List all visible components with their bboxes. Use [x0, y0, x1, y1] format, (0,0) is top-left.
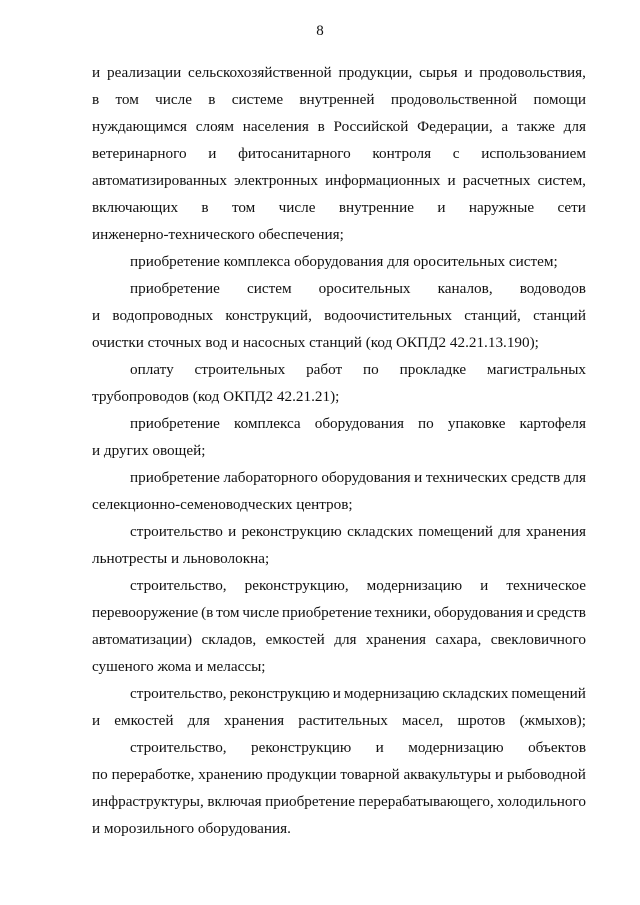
- word: и: [447, 172, 456, 189]
- word: станций,: [464, 307, 521, 324]
- word: средств: [511, 469, 561, 486]
- word: сырья: [419, 64, 458, 81]
- word: автоматизации): [92, 631, 193, 648]
- word: (жмыхов);: [519, 712, 586, 729]
- word: перевооружение: [92, 604, 199, 621]
- text-line: [92, 86, 586, 113]
- word: реконструкцию,: [244, 577, 349, 594]
- text-line: [92, 194, 586, 221]
- text-line: инженерно-технического обеспечения;: [92, 226, 344, 243]
- text-line: [92, 761, 586, 788]
- word: и: [480, 577, 489, 594]
- word: в: [92, 91, 100, 108]
- word: технических: [425, 469, 508, 486]
- word: упаковке: [447, 415, 506, 432]
- word: и: [494, 766, 504, 783]
- word: помещений: [511, 685, 586, 702]
- word: нуждающимся: [92, 118, 187, 135]
- word: водоводов: [519, 280, 586, 297]
- word: станций: [533, 307, 586, 324]
- word: расчетных: [462, 172, 531, 189]
- word: ветеринарного: [92, 145, 187, 162]
- word: оросительных: [318, 280, 411, 297]
- word: по: [92, 766, 108, 783]
- word: Российской: [333, 118, 409, 135]
- word: конструкций,: [225, 307, 312, 324]
- word: для: [563, 469, 586, 486]
- word: комплекса: [233, 415, 301, 432]
- text-line: [92, 59, 586, 86]
- word: сахара,: [435, 631, 482, 648]
- word: техники,: [374, 604, 431, 621]
- word: строительство,: [130, 577, 227, 594]
- word: хранению: [198, 766, 263, 783]
- word: модернизацию: [366, 577, 463, 594]
- text-line: сушеного жома и мелассы;: [92, 658, 266, 675]
- word: населения: [242, 118, 309, 135]
- text-line: [92, 626, 586, 653]
- word: слоям: [195, 118, 234, 135]
- text-line: селекционно-семеноводческих центров;: [92, 496, 353, 513]
- word: оборудования: [321, 469, 411, 486]
- word: включающих: [92, 199, 179, 216]
- word: реализации: [106, 64, 182, 81]
- text-line: [130, 356, 586, 383]
- text-line: [92, 167, 586, 194]
- word: картофеля: [519, 415, 586, 432]
- word: водоочистительных: [324, 307, 452, 324]
- text-line: [130, 680, 586, 707]
- word: и: [464, 64, 473, 81]
- word: системе: [231, 91, 284, 108]
- word: шротов: [457, 712, 506, 729]
- word: числе: [278, 199, 316, 216]
- word: в: [317, 118, 325, 135]
- word: приобретение: [281, 604, 372, 621]
- text-line: приобретение комплекса оборудования для оросительных систем;: [130, 253, 558, 270]
- word: числе: [155, 91, 192, 108]
- word: и: [208, 145, 217, 162]
- word: использованием: [481, 145, 586, 162]
- word: продукции,: [338, 64, 413, 81]
- word: рыбоводной: [506, 766, 586, 783]
- word: систем,: [537, 172, 586, 189]
- word: средств: [536, 604, 586, 621]
- word: реконструкцию: [251, 739, 352, 756]
- word: оборудования: [433, 604, 524, 621]
- text-line: трубопроводов (код ОКПД2 42.21.21);: [92, 388, 340, 405]
- text-line: [130, 518, 586, 545]
- word: приобретение: [130, 415, 220, 432]
- word: информационных: [325, 172, 441, 189]
- word: а: [501, 118, 509, 135]
- word: и: [437, 199, 446, 216]
- word: оборудования: [314, 415, 404, 432]
- word: Федерации,: [417, 118, 493, 135]
- word: холодильного: [497, 793, 586, 810]
- word: наружные: [468, 199, 535, 216]
- word: по: [418, 415, 434, 432]
- text-line: и других овощей;: [92, 442, 206, 459]
- word: контроля: [372, 145, 432, 162]
- word: продовольственной: [390, 91, 518, 108]
- word: для: [563, 118, 586, 135]
- word: свекловичного: [490, 631, 586, 648]
- text-line: [92, 140, 586, 167]
- word: для: [334, 631, 357, 648]
- word: складских: [347, 523, 414, 540]
- text-line: и морозильного оборудования.: [92, 820, 291, 837]
- text-line: [92, 113, 586, 140]
- word: электронных: [234, 172, 318, 189]
- text-line: [130, 464, 586, 491]
- word: и: [525, 604, 534, 621]
- word: товарной: [340, 766, 400, 783]
- word: инфраструктуры,: [92, 793, 204, 810]
- word: каналов,: [437, 280, 493, 297]
- word: (в: [201, 604, 214, 621]
- word: аквакультуры: [403, 766, 492, 783]
- word: оплату: [130, 361, 174, 378]
- word: складских: [442, 685, 509, 702]
- word: для: [187, 712, 210, 729]
- word: строительных: [194, 361, 286, 378]
- text-line: [92, 302, 586, 329]
- word: том: [231, 199, 256, 216]
- text-line: [130, 410, 586, 437]
- word: в: [208, 91, 216, 108]
- word: сети: [557, 199, 586, 216]
- word: хранения: [224, 712, 285, 729]
- word: том: [115, 91, 139, 108]
- word: емкостей: [114, 712, 174, 729]
- word: реконструкцию: [241, 523, 342, 540]
- word: продукции: [266, 766, 337, 783]
- word: с: [452, 145, 460, 162]
- word: для: [498, 523, 521, 540]
- word: техническое: [506, 577, 586, 594]
- word: переработке,: [111, 766, 195, 783]
- word: прокладке: [399, 361, 467, 378]
- word: емкостей: [265, 631, 325, 648]
- text-line: [92, 599, 586, 626]
- word: масел,: [402, 712, 444, 729]
- word: систем: [246, 280, 292, 297]
- word: внутренней: [299, 91, 375, 108]
- text-line: [92, 788, 586, 815]
- word: приобретение: [130, 469, 220, 486]
- word: в: [201, 199, 209, 216]
- word: и: [92, 64, 101, 81]
- word: строительство: [130, 523, 223, 540]
- text-line: [130, 734, 586, 761]
- word: том: [216, 604, 240, 621]
- word: модернизацию: [408, 739, 504, 756]
- text-line: [130, 275, 586, 302]
- word: работ: [306, 361, 343, 378]
- word: также: [516, 118, 555, 135]
- word: автоматизированных: [92, 172, 227, 189]
- word: продовольствия,: [479, 64, 586, 81]
- word: растительных: [298, 712, 388, 729]
- word: включая: [207, 793, 262, 810]
- text-line: [130, 572, 586, 599]
- word: магистральных: [486, 361, 586, 378]
- word: хранения: [525, 523, 586, 540]
- word: и: [228, 523, 237, 540]
- word: и: [92, 307, 101, 324]
- word: и: [92, 712, 101, 729]
- word: модернизацию: [343, 685, 440, 702]
- word: и: [332, 685, 341, 702]
- word: приобретение: [130, 280, 220, 297]
- word: реконструкцию: [229, 685, 330, 702]
- word: по: [363, 361, 379, 378]
- word: водопроводных: [112, 307, 214, 324]
- text-line: [92, 707, 586, 734]
- word: и: [414, 469, 423, 486]
- word: фитосанитарного: [238, 145, 351, 162]
- word: и: [375, 739, 384, 756]
- word: объектов: [528, 739, 586, 756]
- word: строительство,: [130, 685, 227, 702]
- word: числе: [242, 604, 280, 621]
- word: приобретение: [265, 793, 356, 810]
- word: лабораторного: [223, 469, 318, 486]
- word: перерабатывающего,: [358, 793, 494, 810]
- page-number: 8: [316, 23, 324, 39]
- word: сельскохозяйственной: [188, 64, 332, 81]
- word: помещений: [418, 523, 494, 540]
- word: складов,: [201, 631, 257, 648]
- word: помощи: [533, 91, 586, 108]
- word: внутренние: [338, 199, 415, 216]
- word: хранения: [365, 631, 426, 648]
- document-body: [92, 59, 586, 842]
- word: строительство,: [130, 739, 227, 756]
- text-line: льнотресты и льноволокна;: [92, 550, 270, 567]
- text-line: очистки сточных вод и насосных станций (код ОКПД2 42.21.13.190);: [92, 334, 539, 351]
